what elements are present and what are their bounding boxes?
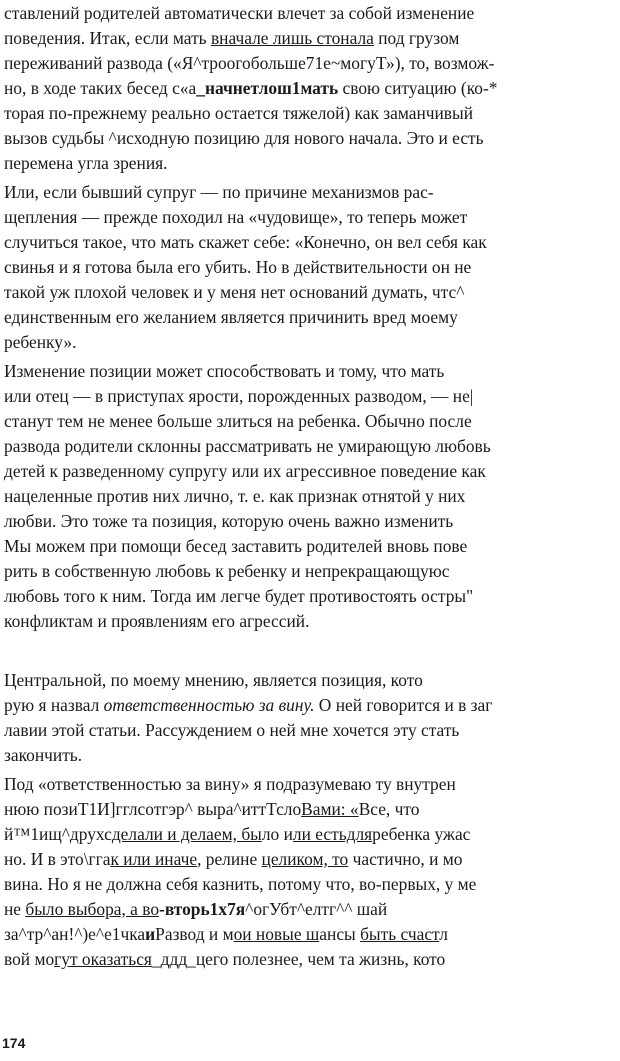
text-line — [4, 871, 616, 897]
text-line — [4, 583, 616, 609]
text-line — [4, 667, 616, 693]
text-run: переживаний развода («Я^троогобольше71е~могуТ»), то, возмож- — [4, 53, 495, 73]
text-run: вызов судьбы ^исходную позицию для нового начала. Это и есть — [4, 128, 484, 148]
text-line — [4, 329, 616, 355]
text-line — [4, 433, 616, 459]
text-run: О ней говорится и в заг — [314, 695, 493, 715]
text-run: , релине — [197, 849, 262, 869]
text-run: _начнетлош1мать — [196, 78, 339, 98]
text-line — [4, 558, 616, 584]
text-run: торая по-прежнему реально остается тяжелой) как заманчивый — [4, 103, 474, 123]
text-run: Центральной, по моему мнению, является позиция, кото — [4, 670, 423, 690]
text-run: ставлений родителей автоматически влечет за собой изменение — [4, 3, 475, 23]
text-run: перемена угла зрения. — [4, 153, 168, 173]
text-run: и — [145, 924, 156, 944]
text-run: ли естьдля — [292, 824, 373, 844]
text-run: но, в ходе таких бесед с«а — [4, 78, 197, 98]
text-run: щепления — прежде походил на «чудовище», то теперь может — [4, 207, 468, 227]
text-run: частично, и мо — [348, 849, 463, 869]
text-run: делали и делаем, бы — [111, 824, 262, 844]
text-line — [4, 100, 616, 126]
text-run: Или, если бывший супруг — по причине механизмов рас- — [4, 182, 434, 202]
text-run: гут оказаться — [54, 949, 152, 969]
text-line — [4, 75, 616, 101]
text-run: нацеленные против них лично, т. е. как признак отнятой у них — [4, 486, 466, 506]
text-run: целиком, то — [261, 849, 349, 869]
text-run: ои новые ш — [233, 924, 320, 944]
text-line — [4, 483, 616, 509]
text-line — [4, 179, 616, 205]
text-run: станут тем не менее больше злиться на ребенка. Обычно после — [4, 411, 472, 431]
text-line — [4, 896, 616, 922]
text-line — [4, 742, 616, 768]
text-run: любви. Это тоже та позиция, которую очень важно изменить — [4, 511, 454, 531]
text-run: за^тр^ан!^)е^е1чка — [4, 924, 146, 944]
text-run: к или иначе — [110, 849, 198, 869]
text-run: ^огУбт^елтг^^ шай — [245, 899, 388, 919]
text-line — [4, 846, 616, 872]
text-run: развода родители склонны рассматривать не умирающую любовь — [4, 436, 491, 456]
text-run: Все, что — [358, 799, 420, 819]
text-run: Развод и м — [155, 924, 234, 944]
text-run: вина. Но я не должна себя казнить, потому что, во-первых, у ме — [4, 874, 477, 894]
text-line — [4, 229, 616, 255]
text-line — [4, 771, 616, 797]
text-line — [4, 821, 616, 847]
text-line — [4, 796, 616, 822]
text-line — [4, 125, 616, 151]
text-run: такой уж плохой человек и у меня нет оснований думать, чтс^ — [4, 282, 465, 302]
text-run: ребенку». — [4, 332, 77, 352]
text-line — [4, 458, 616, 484]
text-run: детей к разведенному супругу или их агрессивное поведение как — [4, 461, 486, 481]
text-line — [4, 358, 616, 384]
text-line — [4, 383, 616, 409]
text-run: было выбора, а во — [25, 899, 160, 919]
text-run: _ддд_ — [151, 949, 196, 969]
text-line — [4, 508, 616, 534]
text-run: вначале лишь стонала — [210, 28, 374, 48]
text-line — [4, 204, 616, 230]
text-run: й™1ищ^друхс — [4, 824, 112, 844]
text-line — [4, 921, 616, 947]
text-run: рить в собственную любовь к ребенку и непрекращающуюс — [4, 561, 450, 581]
text-line — [4, 533, 616, 559]
text-run: не — [4, 899, 26, 919]
text-run: закончить. — [4, 745, 83, 765]
text-run: -вторь1х7я — [159, 899, 246, 919]
text-run: вой мо — [4, 949, 55, 969]
text-run: быть счаст — [360, 924, 440, 944]
text-line — [4, 0, 616, 26]
text-run: рую я назвал — [4, 695, 104, 715]
text-line — [4, 50, 616, 76]
text-line — [4, 608, 616, 634]
text-run: ребенка ужас — [372, 824, 471, 844]
text-run: лавии этой статьи. Рассуждением о ней мне хочется эту стать — [4, 720, 460, 740]
text-line — [4, 304, 616, 330]
page-number: 174 — [2, 1035, 26, 1051]
text-run: л — [439, 924, 448, 944]
text-run: случиться такое, что мать скажет себе: «Конечно, он вел себя как — [4, 232, 487, 252]
text-line — [4, 254, 616, 280]
text-run: Изменение позиции может способствовать и тому, что мать — [4, 361, 445, 381]
text-run: Вами: « — [301, 799, 359, 819]
text-run: ответственностью за вину. — [103, 695, 315, 715]
text-run: любовь того к ним. Тогда им легче будет противостоять остры" — [4, 586, 474, 606]
text-line — [4, 25, 616, 51]
text-run: Под «ответственностью за вину» я подразумеваю ту внутрен — [4, 774, 456, 794]
text-run: конфликтам и проявлениям его агрессий. — [4, 611, 310, 631]
text-run: но. И в это\гга — [4, 849, 111, 869]
text-run: нюю позиТ1И]гглсотгэр^ выра^иттТсло — [4, 799, 302, 819]
text-line — [4, 717, 616, 743]
text-line — [4, 692, 616, 718]
text-run: единственным его желанием является причинить вред моему — [4, 307, 458, 327]
text-run: ло и — [261, 824, 293, 844]
text-run: или отец — в приступах ярости, порожденных разводом, — не| — [4, 386, 474, 406]
text-run: свою ситуацию (ко-* — [338, 78, 498, 98]
text-line — [4, 408, 616, 434]
text-run: цего полезнее, чем та жизнь, кото — [195, 949, 446, 969]
text-run: ансы — [319, 924, 361, 944]
text-run: под грузом — [373, 28, 460, 48]
text-line — [4, 279, 616, 305]
text-line — [4, 946, 616, 972]
text-run: Мы можем при помощи бесед заставить родителей вновь пове — [4, 536, 468, 556]
text-run: поведения. Итак, если мать — [4, 28, 211, 48]
text-line — [4, 150, 616, 176]
text-run: свинья и я готова была его убить. Но в действительности он не — [4, 257, 472, 277]
